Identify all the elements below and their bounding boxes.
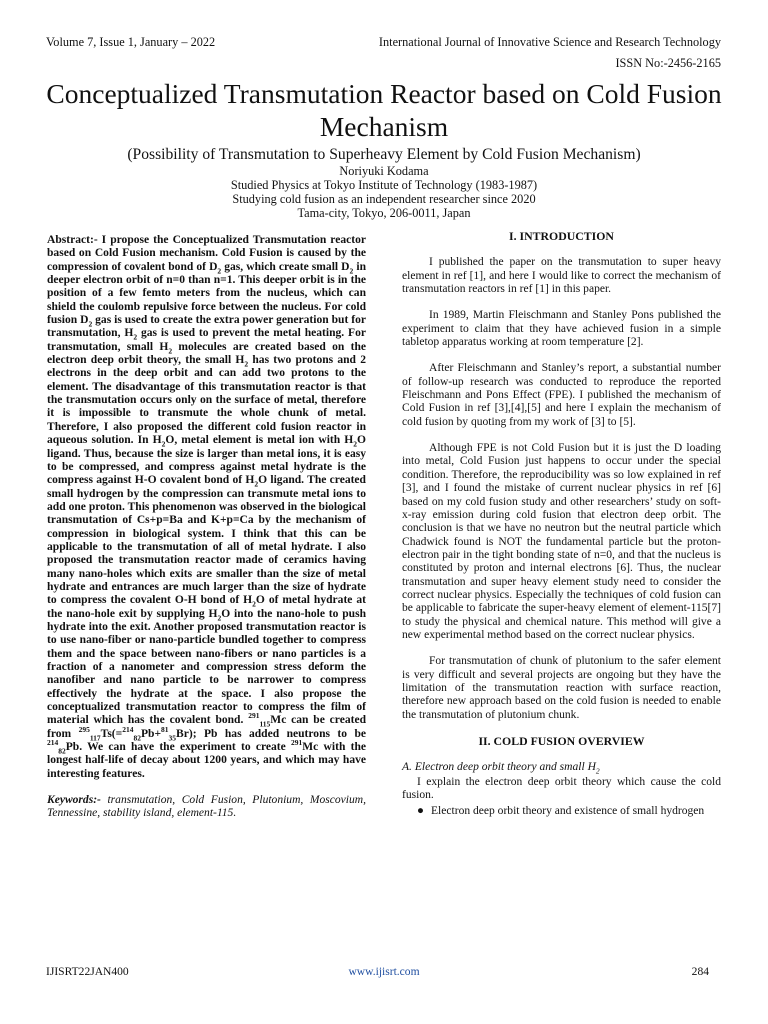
list-item-text: Electron deep orbit theory and existence of small hydrogen [431,805,705,818]
left-column [47,234,366,821]
author-affiliation-2: Studying cold fusion as an independent researcher since 2020 [232,192,536,206]
bullet-icon: ● [417,805,424,818]
paper-title: Conceptualized Transmutation Reactor based on Cold Fusion Mechanism [46,78,722,142]
intro-paragraph-2: In 1989, Martin Fleischmann and Stanley Pons published the experiment to claim that they have achieved fusion in a simple tabletop apparatus working at room temperature [2]. [402,309,721,349]
subsection-heading: A. Electron deep orbit theory and small $H_2$ [402,761,600,776]
right-column [402,230,721,819]
intro-paragraph-3: After Fleischmann and Stanley’s report, a substantial number of follow-up research was conducted to reproduce the reported Fleischmann and Pons Effect (FPE). I published the mechanism of Cold Fusion in ref [3],[4],[5] and here I explain the mechanism of cold fusion by quoting from my work of [3] to [5]. [402,362,721,428]
section-heading-overview: II. COLD FUSION OVERVIEW [478,734,645,748]
overview-paragraph-1: I explain the electron deep orbit theory which cause the cold fusion. [402,775,721,802]
author-name: Noriyuki Kodama [339,164,429,178]
journal-issn: ISSN No:-2456-2165 [615,56,721,70]
list-item [417,805,721,818]
section-heading-introduction: I. INTRODUCTION [509,229,614,243]
abstract: Abstract:- I propose the Conceptualized Transmutation reactor based on Cold Fusion mechanism. Cold Fusion is caused by the compression of covalent bond of $D_2$ gas, which create small $D_2$ in deeper electron orbit of n=0 than n=1. This deeper orbit is in the position of a few femto meters from the nucleus, which can shield the coulomb repulsive force between the nucleus. For cold fusion $D_2$ gas is used to create the extra power generation but for transmutation, $H_2$ gas is used to prevent the metal heating. For transmutation, small $H_2$ molecules are created based on the electron deep orbit theory, the small $H_2$ has two protons and 2 electrons in the deep orbit and can add two protons to the element. The disadvantage of this transmutation reactor is that the transmutation occurs only on the surface of metal, therefore it is impossible to transmute the whole chunk of metal. Therefore, I also proposed the different cold fusion reactor in aqueous solution. In $H_2O$, metal element is metal ion with $H_2O$ ligand. Thus, because the size is larger than metal ions, it is easy to be compressed, and compress against metal hydrate is the compress against H-O covalent bond of $H_2O$ ligand. The created small hydrogen by the compression can transmute metal ions to add one proton. This phenomenon was observed in the biological transmutation of Cs+p=Ba and K+p=Ca by the mechanism of compression in biological system. I think that this can be applicable to the transmutation of all of metal hydrate. I also proposed the transmutation reactor made of ceramics having many nano-holes which exits are smaller than the size of metal hydrate and entrances are much larger than the size of hydrate to compress the covalent O-H bond of $H_2O$ of metal hydrate at the nano-hole exit by supplying $H_2O$ into the nano-hole to push hydrate into the exit. Another proposed transmutation reactor is to use nano-fiber or nano-particle bundled together to compress them and the space between nano-fibers or nano particles is a fraction of a nanometer and compression stress deform the nanofiber and nano particle to be narrower to compress effectively the hydrate at the space. I also propose the conceptualized transmutation reactor to compress the film of material which has the covalent bond. $^{291}_{115}$Mc can be created from $^{295}_{117}$Ts(=$^{214}_{82}$Pb+$^{81}_{35}$Br); Pb has added neutrons to be $^{214}_{82}$Pb. We can have the experiment to create $^{291}$Mc with the longest half-life of decay about 1200 years, and which may have interesting features. [47,234,367,780]
author-address: Tama-city, Tokyo, 206-0011, Japan [297,206,471,220]
keywords-text: transmutation, Cold Fusion, Plutonium, Moscovium, Tennessine, stability island, element-115. [47,794,366,820]
journal-volume: Volume 7, Issue 1, January – 2022 [46,35,216,49]
page-number: 284 [691,966,709,978]
intro-paragraph-5: For transmutation of chunk of plutonium to the safer element is very difficult and several projects are ongoing but they have the limitation of the transmutation reaction with surface reaction, therefore new approach based on the cold fusion is needed to enable the transmutation of plutonium chunk. [402,655,721,721]
intro-paragraph-4: Although FPE is not Cold Fusion but it is just the D loading into metal, Cold Fusion just happens to occur under the special condition. Therefore, the reproducibility was so low explained in ref [3], and I found the mistake of current nuclear physics in ref [6] based on my cold fusion study and other researchers’ study on soft-x-ray emission during cold fusion that electron deep orbit. The conclusion is that we have no neutron but the neutral particle which Chadwick found is NOT the fundamental particle but the proton-electron pair in the tight bonding state of n=0, and that the nucleus is constituted by proton and internal electrons [6]. Thus, the nuclear transmutation and super heavy element study need to consider the correct nuclear physics. Especially the techniques of cold fusion can be applicable to fabricate the super-heavy element of element-115[7] to study the physical and chemical nature. This method will give a new experimental method based on the correct nuclear physics. [402,442,721,641]
journal-name: International Journal of Innovative Science and Research Technology [378,35,721,49]
author-affiliation-1: Studied Physics at Tokyo Institute of Technology (1983-1987) [230,178,538,192]
intro-paragraph-1: I published the paper on the transmutation to super heavy element in ref [1], and here I would like to correct the mechanism of transmutation reactors in ref [1] in this paper. [402,256,721,296]
paper-subtitle: (Possibility of Transmutation to Superheavy Element by Cold Fusion Mechanism) [127,146,641,163]
footer-article-id: IJISRT22JAN400 [46,966,129,978]
footer-website-link[interactable]: www.ijisrt.com [348,966,420,978]
keywords-label: Keywords:- [47,794,101,807]
keywords [47,794,366,821]
